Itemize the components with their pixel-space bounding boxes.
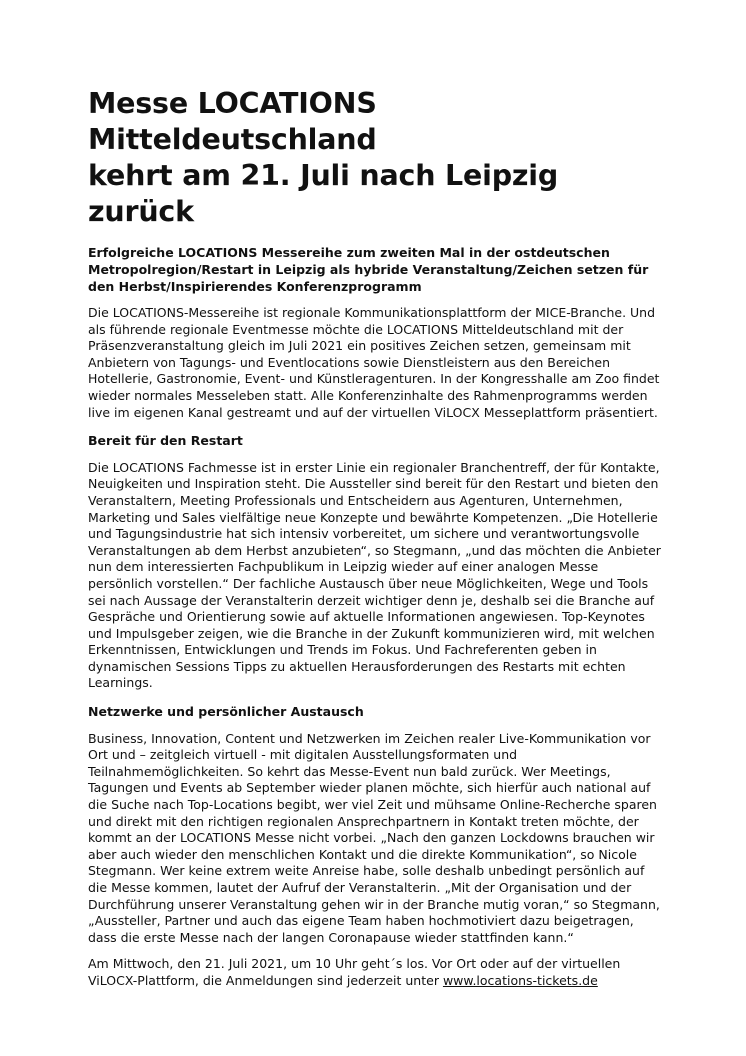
section-paragraph-netzwerke: Business, Innovation, Content und Netzwerken im Zeichen realer Live-Kommunikation vor Ort und – zeitgleich virtuell - mit digitalen Ausstellungsformaten und Teilnahmemöglichkeiten. So kehrt das Messe-Event nun bald zurück. Wer Meetings, Tagungen und Events ab September wieder planen möchte, sich hierfür auch national auf die Suche nach Top-Locations begibt, wer viel Zeit und mühsame Online-Recherche sparen und direkt mit den richtigen regionalen Ansprechpartnern in Kontakt treten möchte, der kommt an der LOCATIONS Messe nicht vorbei. „Nach den ganzen Lockdowns brauchen wir aber auch wieder den menschlichen Kontakt und die direkte Kommunikation“, so Nicole Stegmann. Wer keine extrem weite Anreise habe, solle deshalb unbedingt persönlich auf die Messe kommen, lautet der Aufruf der Veranstalterin. „Mit der Organisation und der Durchführung unserer Veranstaltung gehen wir in der Branche mutig voran,“ so Stegmann, „Aussteller, Partner und auch das eigene Team haben hochmotiviert dazu beigetragen, dass die erste Messe nach der langen Coronapause wieder stattfinden kann.“: [88, 730, 660, 945]
document-page: [88, 86, 663, 990]
tickets-link[interactable]: www.locations-tickets.de: [442, 972, 598, 988]
title-line-2: kehrt am 21. Juli nach Leipzig zurück: [88, 159, 559, 228]
document-title: [88, 86, 663, 230]
closing-text: Am Mittwoch, den 21. Juli 2021, um 10 Uhr geht´s los. Vor Ort oder auf der virtuellen ViLOCX-Plattform, die Anmeldungen sind jederzeit unter: [88, 956, 621, 988]
title-line-1: Messe LOCATIONS Mitteldeutschland: [88, 87, 377, 156]
section-heading-restart: Bereit für den Restart: [88, 433, 243, 449]
document-subtitle: Erfolgreiche LOCATIONS Messereihe zum zweiten Mal in der ostdeutschen Metropolregion/Restart in Leipzig als hybride Veranstaltung/Zeichen setzen für den Herbst/Inspirierendes Konferenzprogramm: [88, 245, 649, 294]
section-paragraph-restart: Die LOCATIONS Fachmesse ist in erster Linie ein regionaler Branchentreff, der für Kontakte, Neuigkeiten und Inspiration steht. Die Aussteller sind bereit für den Restart und bieten den Veranstaltern, Meeting Professionals und Entscheidern aus Agenturen, Unternehmen, Marketing und Sales vielfältige neue Konzepte und bewährte Kompetenzen. „Die Hotellerie und Tagungsindustrie hat sich intensiv vorbereitet, um sichere und verantwortungsvolle Veranstaltungen ab dem Herbst anzubieten“, so Stegmann, „und das möchten die Anbieter nun dem interessierten Fachpublikum in Leipzig wieder auf einer analogen Messe persönlich vorstellen.“ Der fachliche Austausch über neue Möglichkeiten, Wege und Tools sei nach Aussage der Veranstalterin derzeit wichtiger denn je, deshalb sei die Branche auf Gespräche und Orientierung sowie auf aktuelle Informationen angewiesen. Top-Keynotes und Impulsgeber zeigen, wie die Branche in der Zukunft kommunizieren wird, mit welchen Erkenntnissen, Entwicklungen und Trends im Fokus. Und Fachreferenten geben in dynamischen Sessions Tipps zu aktuellen Herausforderungen des Restarts mit echten Learnings.: [88, 459, 661, 691]
intro-paragraph: Die LOCATIONS-Messereihe ist regionale Kommunikationsplattform der MICE-Branche. Und als führende regionale Eventmesse möchte die LOCATIONS Mitteldeutschland mit der Präsenzveranstaltung gleich im Juli 2021 ein positives Zeichen setzen, gemeinsam mit Anbietern von Tagungs- und Eventlocations sowie Dienstleistern aus den Bereichen Hotellerie, Gastronomie, Event- und Künstleragenturen. In der Kongresshalle am Zoo findet wieder normales Messeleben statt. Alle Konferenzinhalte des Rahmenprogramms werden live im eigenen Kanal gestreamt und auf der virtuellen ViLOCX Messeplattform präsentiert.: [88, 305, 660, 420]
closing-paragraph: [88, 956, 663, 989]
section-heading-netzwerke: Netzwerke und persönlicher Austausch: [88, 704, 364, 720]
